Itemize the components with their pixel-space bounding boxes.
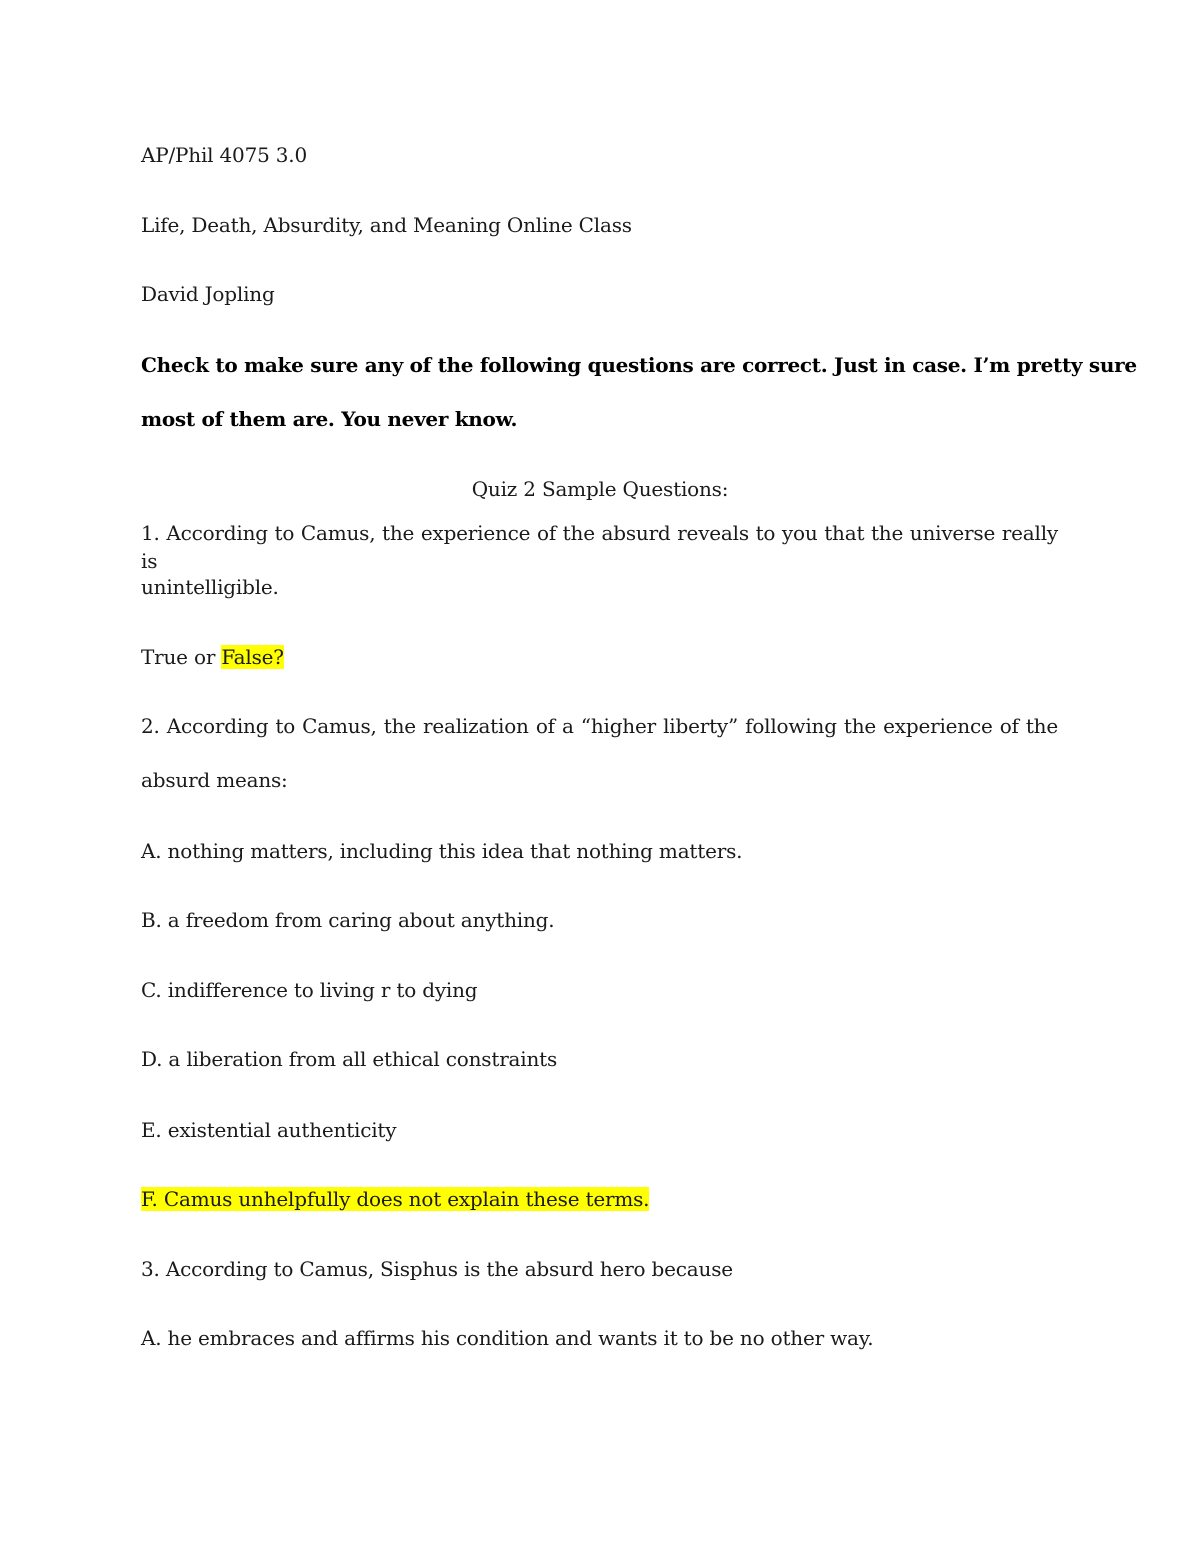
question-1-line-2: unintelligible.: [141, 575, 279, 599]
question-2-option-d: D. a liberation from all ethical constraints: [141, 1047, 558, 1071]
question-3-option-a: A. he embraces and affirms his condition and wants it to be no other way.: [141, 1326, 874, 1350]
question-2-option-e: E. existential authenticity: [141, 1118, 397, 1142]
question-2-option-c: C. indifference to living r to dying: [141, 978, 478, 1002]
question-1-answer: [141, 643, 284, 671]
highlighted-answer: False?: [221, 645, 284, 669]
question-2-option-a: A. nothing matters, including this idea that nothing matters.: [141, 839, 743, 863]
question-3-text: 3. According to Camus, Sisphus is the absurd hero because: [141, 1257, 733, 1281]
course-code: AP/Phil 4075 3.0: [141, 143, 307, 167]
question-2-option-b: B. a freedom from caring about anything.: [141, 908, 555, 932]
instructor-name: David Jopling: [141, 282, 275, 306]
question-2-option-f: [141, 1185, 649, 1213]
question-2-line-2: absurd means:: [141, 768, 288, 792]
course-title: Life, Death, Absurdity, and Meaning Online Class: [141, 213, 632, 237]
highlighted-answer: F. Camus unhelpfully does not explain these terms.: [141, 1187, 650, 1211]
notice-line-2: most of them are. You never know.: [141, 407, 518, 431]
notice-line-1: Check to make sure any of the following questions are correct. Just in case. I’m pretty sure: [141, 353, 1137, 377]
answer-prefix: True or: [141, 645, 222, 669]
question-1-line-1: 1. According to Camus, the experience of the absurd reveals to you that the universe really is: [141, 521, 1058, 573]
quiz-title: Quiz 2 Sample Questions:: [471, 477, 729, 501]
question-2-line-1: 2. According to Camus, the realization of a “higher liberty” following the experience of the: [141, 714, 1058, 738]
